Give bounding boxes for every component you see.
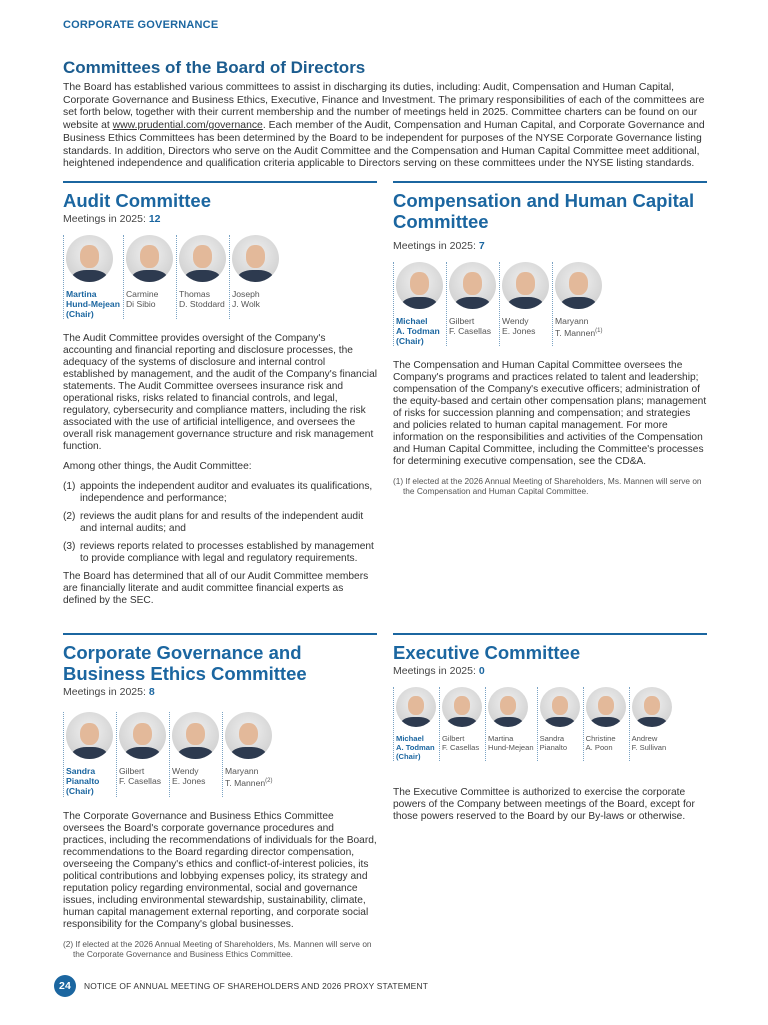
member-photo bbox=[540, 687, 580, 727]
person-icon bbox=[72, 270, 108, 282]
committee-description bbox=[393, 787, 707, 823]
person-icon bbox=[132, 270, 168, 282]
list-number: (1) bbox=[63, 481, 76, 493]
member-name: Martina Hund-Mejean bbox=[488, 734, 534, 752]
meetings-label: Meetings in 2025: bbox=[393, 239, 479, 252]
description-paragraph: The Corporate Governance and Business Ethics Committee oversees the Board's corporate governance procedures and practices, including the recommendations of individuals for the Board, recommendations to the Board regarding director compensation, overseeing the Company's ethics and conflict-of-interest policies, its political contributions and lobbying expenses policy, its strategy and reputation policy regarding environmental, social and governance issues, including environmental stewardship, sustainability, climate, human capital management external reporting, and corporate social responsibility for the Company's global businesses. bbox=[63, 810, 377, 930]
person-icon bbox=[552, 696, 568, 715]
member-photo bbox=[225, 712, 272, 759]
footnote: (2) If elected at the 2026 Annual Meeting of Shareholders, Ms. Mannen will serve on the Corporate Governance and Business Ethics Committee. bbox=[63, 938, 372, 959]
person-icon bbox=[644, 696, 660, 715]
member-photo bbox=[555, 262, 602, 309]
committees-grid bbox=[63, 181, 708, 959]
member-card bbox=[169, 712, 222, 796]
member-name: Gilbert F. Casellas bbox=[119, 766, 162, 787]
meetings-label: Meetings in 2025: bbox=[63, 212, 149, 225]
committee-description bbox=[63, 811, 377, 959]
person-icon bbox=[401, 717, 431, 727]
person-icon bbox=[125, 747, 161, 759]
intro-text: The Board has established various committees to assist in discharging its duties, including: Audit, Compensation and Human Capital, Corporate Governance and Business Ethics, Executive, Finance and Investment. The primary responsibilities of each of the committees are set forth below, together with their current membership and the number of meetings held in 2025. Committee charters can be found on our website at bbox=[63, 82, 705, 132]
person-icon bbox=[463, 272, 482, 295]
committee-title: Executive Committee bbox=[393, 642, 581, 664]
description-paragraph: The Audit Committee provides oversight of the Company's accounting and financial reporting and disclosure processes, the adequacy of the systems of disclosure and internal control established by management, and the audit of the Company's financial statements. The Audit Committee oversees insurance risk and operational risks, risks related to financial controls, and legal, regulatory, cybersecurity and compliance matters, including the risk associated with the use of artificial intelligence, and oversees the overall risk management governance structure and risk management function. bbox=[63, 333, 377, 453]
member-name: Joseph J. Wolk bbox=[231, 288, 260, 309]
person-icon bbox=[178, 747, 214, 759]
member-name: Wendy E. Jones bbox=[172, 766, 206, 787]
governance-link[interactable]: www.prudential.com/governance bbox=[112, 120, 263, 132]
person-icon bbox=[561, 297, 597, 309]
person-icon bbox=[493, 717, 523, 727]
person-icon bbox=[140, 245, 159, 268]
person-icon bbox=[238, 270, 274, 282]
person-icon bbox=[590, 717, 620, 727]
intro-paragraph bbox=[63, 82, 708, 171]
meetings-value: 0 bbox=[478, 665, 485, 678]
divider bbox=[63, 633, 377, 635]
member-role: (Chair) bbox=[396, 335, 424, 346]
person-icon bbox=[193, 245, 212, 268]
list-text: reviews the audit plans for and results of the independent audit and internal audits; and bbox=[80, 511, 364, 535]
member-photo bbox=[232, 235, 279, 282]
committee-title: Corporate Governance and Business Ethics Committee bbox=[63, 642, 307, 685]
committee-description bbox=[63, 333, 377, 607]
committee-description bbox=[393, 360, 707, 496]
member-photo bbox=[172, 712, 219, 759]
member-name: Sandra Pianalto bbox=[539, 734, 568, 752]
page-number: 24 bbox=[54, 975, 76, 997]
list-number: (3) bbox=[63, 541, 76, 553]
member-card bbox=[552, 262, 605, 346]
member-photo bbox=[66, 235, 113, 282]
member-name: Michael A. Todman bbox=[396, 734, 435, 752]
member-role: (Chair) bbox=[66, 785, 94, 796]
divider bbox=[63, 181, 377, 183]
member-name: Maryann T. Mannen bbox=[555, 315, 596, 338]
member-photo bbox=[442, 687, 482, 727]
person-icon bbox=[133, 723, 152, 746]
governance-committee bbox=[63, 633, 377, 958]
person-icon bbox=[408, 696, 424, 715]
member-card bbox=[222, 712, 275, 796]
footnote: (1) If elected at the 2026 Annual Meeting of Shareholders, Ms. Mannen will serve on the Compensation and Human Capital Committee. bbox=[393, 476, 702, 497]
list-item bbox=[63, 511, 377, 535]
person-icon bbox=[239, 723, 258, 746]
footnote-marker: (1) bbox=[595, 327, 603, 334]
member-card bbox=[629, 687, 675, 761]
meetings-count bbox=[393, 240, 707, 252]
compensation-committee bbox=[393, 181, 707, 615]
member-photo bbox=[119, 712, 166, 759]
member-card bbox=[499, 262, 552, 346]
member-card bbox=[63, 712, 116, 796]
page-footer bbox=[54, 959, 708, 997]
person-icon bbox=[231, 747, 267, 759]
member-list bbox=[393, 262, 707, 346]
list-number: (2) bbox=[63, 511, 76, 523]
member-card bbox=[446, 262, 499, 346]
person-icon bbox=[455, 297, 491, 309]
list-item bbox=[63, 481, 377, 505]
member-photo bbox=[632, 687, 672, 727]
person-icon bbox=[186, 723, 205, 746]
divider bbox=[393, 181, 707, 183]
member-card bbox=[176, 235, 229, 319]
footnote-marker: (2) bbox=[265, 778, 273, 785]
description-paragraph: The Compensation and Human Capital Committee oversees the Company's programs and practices related to talent and leadership; compensation of the Company's executive officers; administration of the equity-based and certain other compensation plans; management of risks for succession planning and compensation; and strategies and policies related to human capital management. For more information on the responsibilities and activities of the Compensation and Human Capital Committee, including the Committee's processes for determining executive compensation, see the CD&A. bbox=[393, 360, 707, 468]
footer-text: NOTICE OF ANNUAL MEETING OF SHAREHOLDERS AND 2026 PROXY STATEMENT bbox=[84, 980, 429, 991]
member-photo bbox=[179, 235, 226, 282]
person-icon bbox=[72, 747, 108, 759]
meetings-value: 8 bbox=[148, 686, 155, 699]
audit-committee bbox=[63, 181, 377, 615]
member-name: Martina Hund-Mejean bbox=[66, 288, 120, 309]
member-name: Gilbert F. Casellas bbox=[449, 315, 492, 336]
member-name: Christine A. Poon bbox=[585, 734, 616, 752]
member-role: (Chair) bbox=[396, 751, 421, 761]
person-icon bbox=[598, 696, 614, 715]
member-name: Andrew F. Sullivan bbox=[631, 734, 667, 752]
description-paragraph: The Board has determined that all of our Audit Committee members are financially literate and audit committee financial experts as defined by the SEC. bbox=[63, 571, 369, 607]
responsibility-list bbox=[63, 481, 377, 565]
page-title: Committees of the Board of Directors bbox=[63, 58, 366, 77]
member-card bbox=[123, 235, 176, 319]
member-photo bbox=[449, 262, 496, 309]
meetings-label: Meetings in 2025: bbox=[393, 665, 479, 678]
person-icon bbox=[454, 696, 470, 715]
person-icon bbox=[410, 272, 429, 295]
person-icon bbox=[508, 297, 544, 309]
executive-committee bbox=[393, 633, 707, 958]
person-icon bbox=[447, 717, 477, 727]
person-icon bbox=[402, 297, 438, 309]
member-name: Maryann T. Mannen bbox=[225, 766, 266, 788]
divider bbox=[393, 633, 707, 635]
member-card bbox=[583, 687, 629, 761]
member-photo bbox=[396, 687, 436, 727]
member-photo bbox=[396, 262, 443, 309]
member-name: Sandra Pianalto bbox=[66, 766, 100, 787]
member-photo bbox=[502, 262, 549, 309]
person-icon bbox=[500, 696, 516, 715]
meetings-count bbox=[393, 665, 707, 677]
list-item bbox=[63, 541, 377, 565]
member-card bbox=[439, 687, 485, 761]
person-icon bbox=[246, 245, 265, 268]
section-header: CORPORATE GOVERNANCE bbox=[63, 19, 219, 31]
member-name: Michael A. Todman bbox=[396, 315, 440, 336]
member-photo bbox=[586, 687, 626, 727]
meetings-count bbox=[63, 686, 377, 698]
member-photo bbox=[488, 687, 528, 727]
person-icon bbox=[80, 723, 99, 746]
member-name: Gilbert F. Casellas bbox=[442, 734, 480, 752]
person-icon bbox=[569, 272, 588, 295]
member-card bbox=[63, 235, 123, 319]
member-name: Wendy E. Jones bbox=[502, 315, 536, 336]
description-paragraph: Among other things, the Audit Committee: bbox=[63, 461, 252, 473]
member-photo bbox=[66, 712, 113, 759]
member-card bbox=[116, 712, 169, 796]
person-icon bbox=[516, 272, 535, 295]
person-icon bbox=[636, 717, 666, 727]
meetings-value: 7 bbox=[478, 239, 485, 252]
member-name: Thomas D. Stoddard bbox=[178, 288, 225, 309]
member-list bbox=[63, 712, 377, 796]
intro-text-cont: . Each member of the Audit, Compensation and Human Capital, and Corporate Governance and Business Ethics Committees has been determined by the Board to be independent for purposes of the NYSE Corporate Governance listing standards. In addition, Directors who serve on the Audit Committee and the Compensation and Human Capital Committee meet additional, heightened independence and qualification criteria applicable to Directors serving on these committees under the NYSE listing standards. bbox=[63, 120, 705, 170]
meetings-value: 12 bbox=[148, 212, 161, 225]
description-paragraph: The Executive Committee is authorized to exercise the corporate powers of the Company between meetings of the Board, except for those powers reserved to the Board by our By-laws or otherwise. bbox=[393, 787, 695, 823]
member-photo bbox=[126, 235, 173, 282]
member-card bbox=[485, 687, 537, 761]
member-card bbox=[229, 235, 282, 319]
member-card bbox=[393, 687, 439, 761]
member-list bbox=[393, 687, 707, 761]
person-icon bbox=[80, 245, 99, 268]
meetings-label: Meetings in 2025: bbox=[63, 686, 149, 699]
member-card bbox=[537, 687, 583, 761]
person-icon bbox=[544, 717, 574, 727]
member-role: (Chair) bbox=[66, 308, 94, 319]
committee-title: Audit Committee bbox=[63, 189, 211, 211]
member-name: Carmine Di Sibio bbox=[125, 288, 159, 309]
list-text: reviews reports related to processes established by management to provide compliance with legal and regulatory requirements. bbox=[80, 541, 374, 565]
member-list bbox=[63, 235, 377, 319]
person-icon bbox=[185, 270, 221, 282]
list-text: appoints the independent auditor and evaluates its qualifications, independence and performance; bbox=[80, 481, 373, 505]
meetings-count bbox=[63, 213, 377, 225]
committee-title: Compensation and Human Capital Committee bbox=[393, 189, 695, 232]
member-card bbox=[393, 262, 446, 346]
